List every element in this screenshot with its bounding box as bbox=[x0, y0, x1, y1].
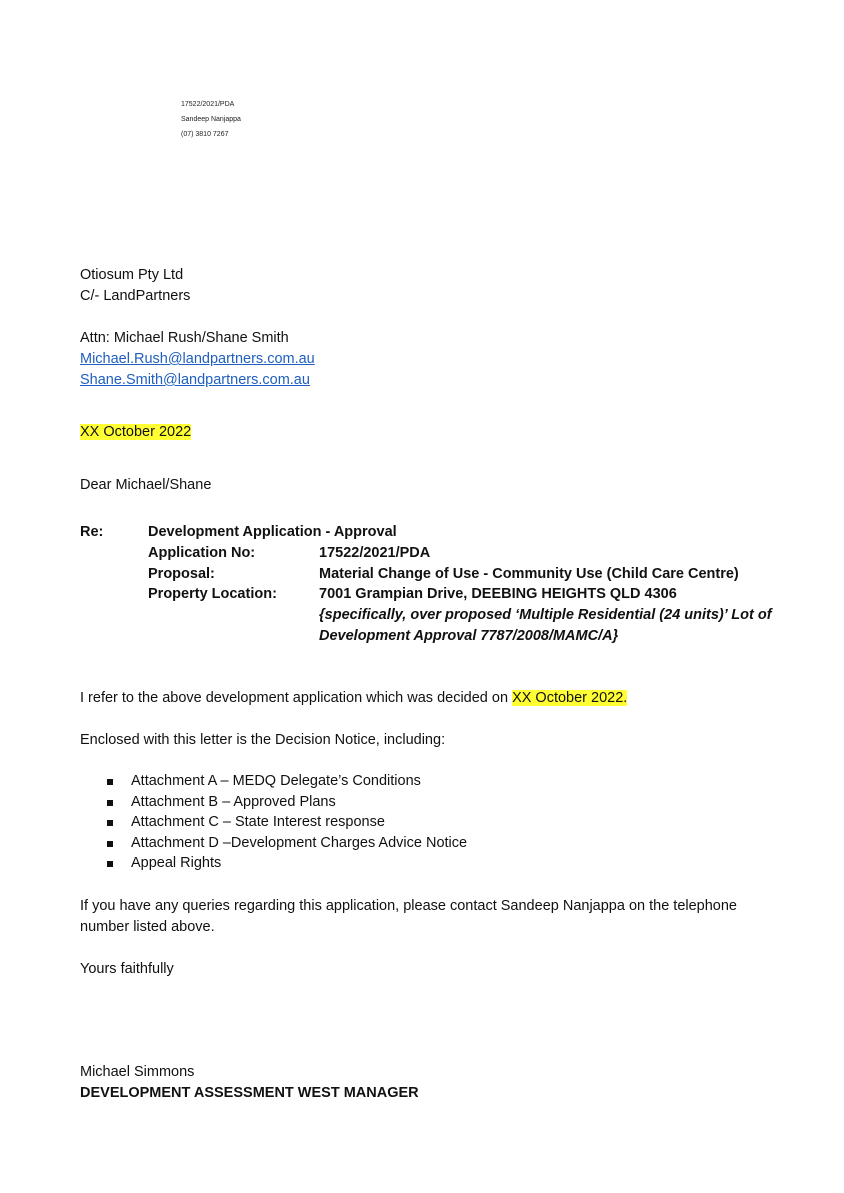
paragraph-decision bbox=[80, 688, 627, 709]
re-row-value: 7001 Grampian Drive, DEEBING HEIGHTS QLD 4306 bbox=[319, 586, 677, 603]
bullet-icon bbox=[107, 861, 113, 867]
salutation: Dear Michael/Shane bbox=[80, 477, 212, 493]
paragraph-decision-text: I refer to the above development application which was decided on bbox=[80, 690, 513, 706]
attachment-label: Attachment C – State Interest response bbox=[131, 814, 385, 831]
re-row-label: Property Location: bbox=[148, 586, 277, 603]
list-item bbox=[107, 853, 467, 874]
re-row-value: 17522/2021/PDA bbox=[319, 544, 431, 561]
paragraph-enclosed: Enclosed with this letter is the Decision Notice, including: bbox=[80, 732, 446, 748]
attachment-label: Attachment B – Approved Plans bbox=[131, 793, 336, 810]
paragraph-queries-line-1: If you have any queries regarding this application, please contact Sandeep Nanjappa on the telephone bbox=[80, 898, 737, 914]
re-note-line: {specifically, over proposed ‘Multiple Residential (24 units)’ Lot of bbox=[319, 607, 772, 624]
attachment-label: Attachment D –Development Charges Advice Notice bbox=[131, 834, 468, 851]
paragraph-queries-line-2: number listed above. bbox=[80, 919, 215, 935]
email-link-shane[interactable]: Shane.Smith@landpartners.com.au bbox=[80, 372, 310, 388]
closing: Yours faithfully bbox=[80, 961, 174, 977]
list-item bbox=[107, 792, 467, 813]
list-item bbox=[107, 812, 467, 833]
re-row-value: Material Change of Use - Community Use (Child Care Centre) bbox=[319, 565, 739, 582]
letter-date bbox=[80, 422, 191, 443]
attachment-label: Attachment A – MEDQ Delegate’s Conditions bbox=[131, 773, 421, 789]
bullet-icon bbox=[107, 800, 113, 806]
reference-phone: (07) 3810 7267 bbox=[181, 131, 229, 138]
recipient-attention: Attn: Michael Rush/Shane Smith bbox=[80, 330, 289, 346]
re-row-label: Application No: bbox=[148, 544, 256, 561]
re-row-label: Proposal: bbox=[148, 565, 215, 582]
attachments-list bbox=[107, 771, 467, 874]
re-note-line: Development Approval 7787/2008/MAMC/A} bbox=[319, 627, 619, 644]
reference-block bbox=[181, 97, 241, 142]
bullet-icon bbox=[107, 841, 113, 847]
attachment-label: Appeal Rights bbox=[131, 855, 222, 872]
re-title: Development Application - Approval bbox=[148, 524, 397, 540]
recipient-care-of: C/- LandPartners bbox=[80, 288, 191, 304]
bullet-icon bbox=[107, 820, 113, 826]
re-label: Re: bbox=[80, 524, 104, 540]
list-item bbox=[107, 833, 467, 854]
letter-date-text: XX October 2022 bbox=[80, 424, 192, 440]
decision-date: XX October 2022. bbox=[512, 690, 628, 706]
recipient-company: Otiosum Pty Ltd bbox=[80, 267, 184, 283]
bullet-icon bbox=[107, 779, 113, 785]
signature-name: Michael Simmons bbox=[80, 1064, 195, 1080]
reference-officer: Sandeep Nanjappa bbox=[181, 116, 241, 123]
signature-title: DEVELOPMENT ASSESSMENT WEST MANAGER bbox=[80, 1085, 419, 1101]
list-item bbox=[107, 771, 467, 792]
reference-file-no: 17522/2021/PDA bbox=[181, 101, 235, 108]
email-link-michael[interactable]: Michael.Rush@landpartners.com.au bbox=[80, 351, 315, 367]
